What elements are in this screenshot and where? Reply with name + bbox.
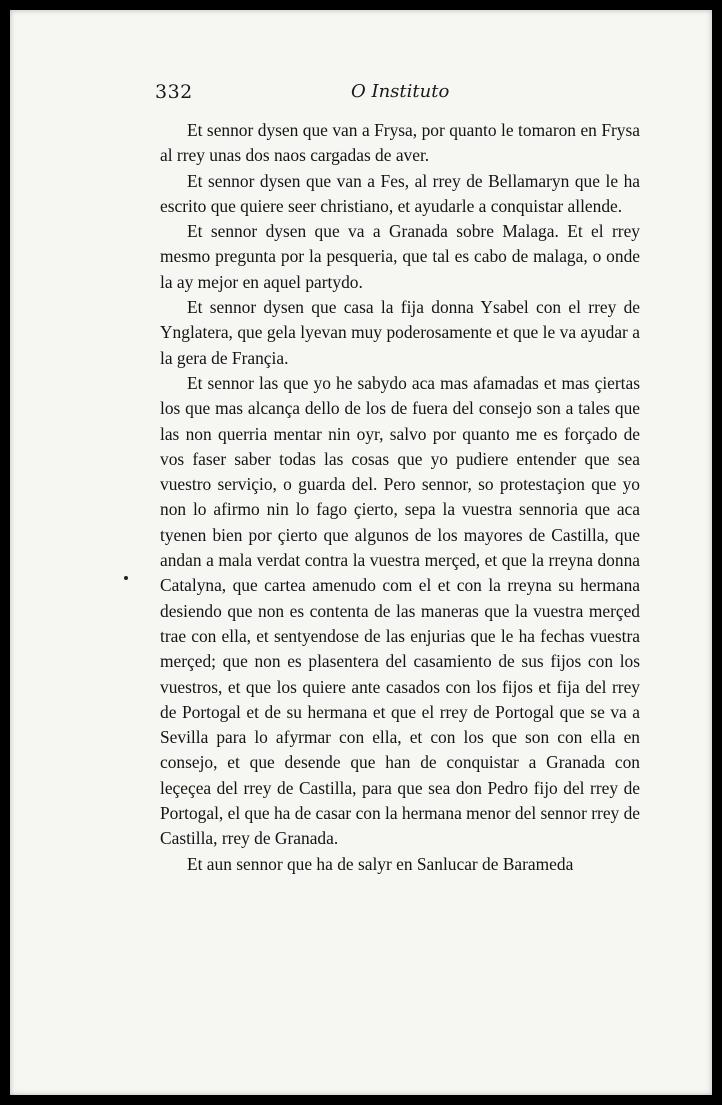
paragraph: Et sennor dysen que casa la fija donna Ysabel con el rrey de Ynglatera, que gela lyevan muy poderosamente et que le va ayudar a la gera de Françia. [160,297,640,368]
body-text [160,118,640,877]
page-header [155,75,645,105]
paragraph: Et sennor dysen que van a Fes, al rrey de Bellamaryn que le ha escrito que quiere seer christiano, et ayudarle a conquistar allende. [160,170,640,216]
scan-speck [124,576,128,580]
page-number: 332 [155,81,193,103]
paragraph: Et aun sennor que ha de salyr en Sanlucar de Barameda [187,853,574,874]
paragraph: Et sennor las que yo he sabydo aca mas afamadas et mas çiertas los que mas alcança dello de los de fuera del consejo son a tales que las non querria mentar nin oyr, salvo por quanto me es forçado de vos faser saber todas las cosas que yo pudiere entender que sea vuestro serviçio, o guarda del. Pero sennor, so protestaçion que yo non lo afirmo nin lo fago çierto, sepa la vuestra sennoria que aca tyenen bien por çierto que algunos de los mayores de Castilla, que andan a mala verdat contra la vuestra merçed, et que la rreyna donna Catalyna, que cartea amenudo com el et con la rreyna su hermana desiendo que non es contenta de las maneras que la vuestra merçed trae con ella, et sentyendose de las enjurias que le ha fechas vuestra merçed; que non es plasentera del casamiento de sus fijos con los vuestros, et que los quiere ante casados con los fijos et fija del rrey de Portogal et de su hermana et que el rrey de Portogal que se va a Sevilla para lo afyrmar con ella, et con los que son con ella en consejo, et que desende que han de conquistar a Granada con leçeçea del rrey de Castilla, para que sea don Pedro fijo del rrey de Portogal, el que ha de casar con la hermana menor del sennor rrey de Castilla, rrey de Granada. [160,372,640,849]
running-title: O Instituto [351,81,450,102]
paragraph: Et sennor dysen que van a Frysa, por quanto le tomaron en Frysa al rrey unas dos naos cargadas de aver. [160,120,640,166]
paragraph: Et sennor dysen que va a Granada sobre Malaga. Et el rrey mesmo pregunta por la pesqueria, que tal es cabo de malaga, o onde la ay mejor en aquel partydo. [160,221,640,292]
document-page [10,10,712,1095]
